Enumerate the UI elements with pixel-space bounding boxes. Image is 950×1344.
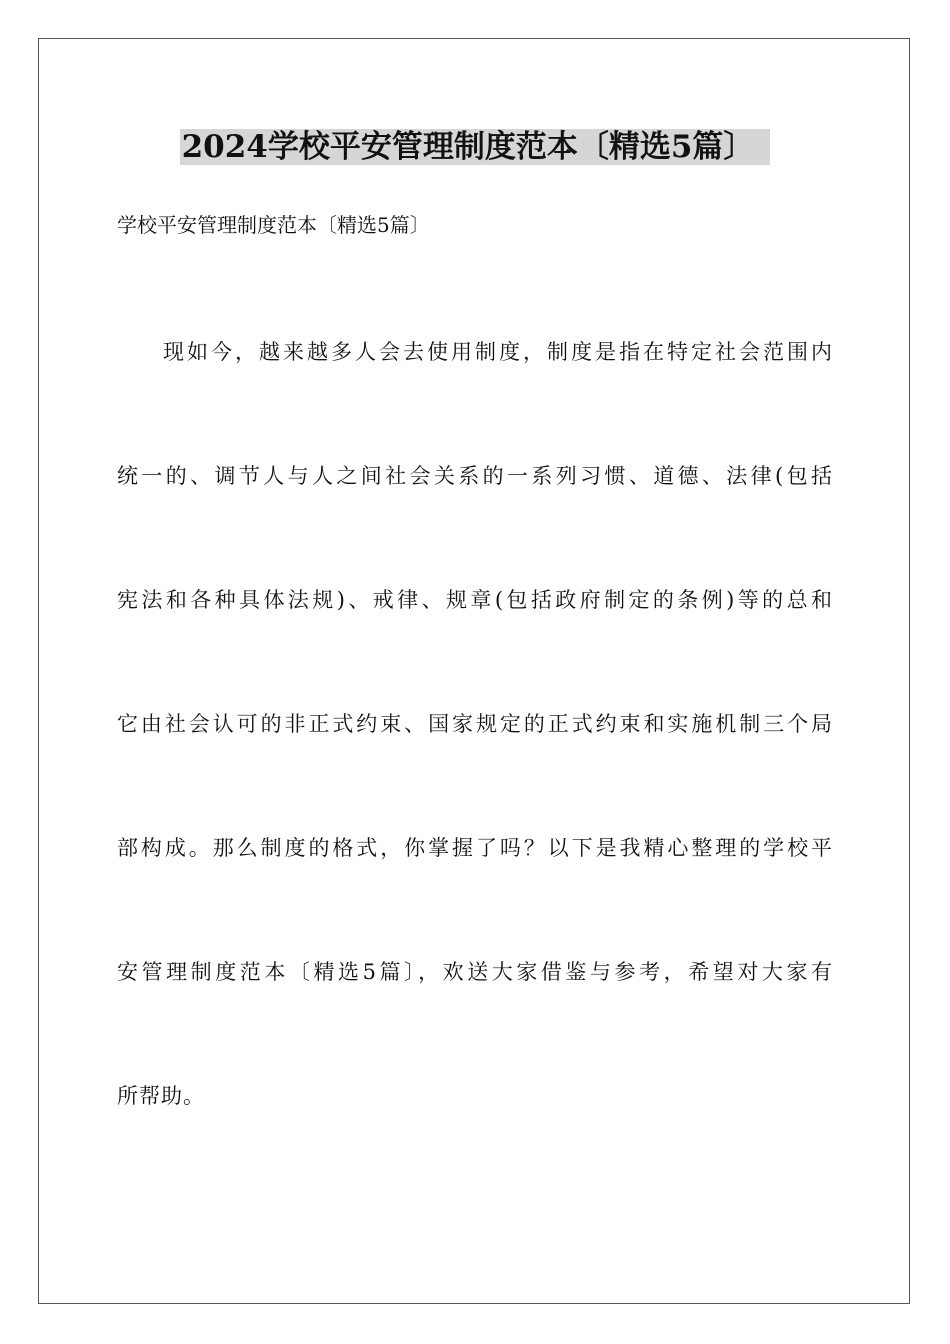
document-title-text: 2024学校平安管理制度范本〔精选5篇〕 bbox=[180, 129, 771, 165]
paragraph-line: 统一的、调节人与人之间社会关系的一系列习惯、道德、法律(包括 bbox=[117, 464, 833, 488]
paragraph-line: 它由社会认可的非正式约束、国家规定的正式约束和实施机制三个局 bbox=[117, 712, 833, 736]
paragraph-line: 安管理制度范本〔精选5篇〕，欢送大家借鉴与参考，希望对大家有 bbox=[117, 960, 833, 984]
document-title bbox=[0, 126, 950, 168]
paragraph-line: 现如今，越来越多人会去使用制度，制度是指在特定社会范围内 bbox=[163, 340, 833, 364]
paragraph-line: 所帮助。 bbox=[117, 1084, 205, 1108]
paragraph-line: 宪法和各种具体法规)、戒律、规章(包括政府制定的条例)等的总和 bbox=[117, 588, 833, 612]
paragraph-line: 部构成。那么制度的格式，你掌握了吗？以下是我精心整理的学校平 bbox=[117, 836, 833, 860]
document-subtitle: 学校平安管理制度范本〔精选5篇〕 bbox=[117, 213, 430, 237]
